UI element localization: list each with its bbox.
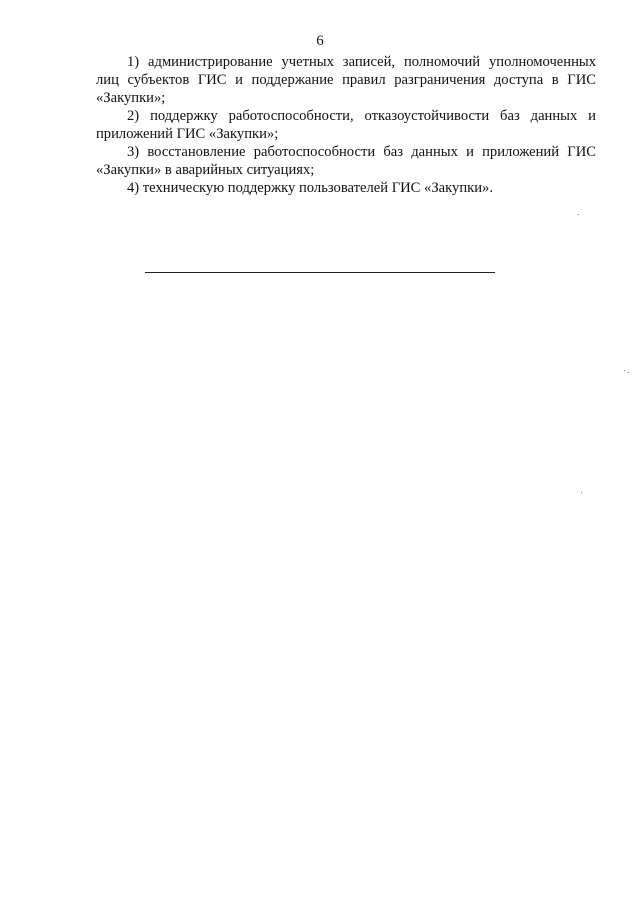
list-item: 1) администрирование учетных записей, полномочий уполномоченных лиц субъектов ГИС и поддержание правил разграничения доступа в ГИС «Закупки»; — [96, 54, 596, 106]
page-number: 6 — [316, 33, 324, 49]
scan-speck — [624, 370, 625, 371]
list-item: 2) поддержку работоспособности, отказоустойчивости баз данных и приложений ГИС «Закупки»; — [96, 108, 596, 142]
scan-speck — [578, 214, 579, 215]
list-item: 3) восстановление работоспособности баз данных и приложений ГИС «Закупки» в аварийных ситуациях; — [96, 144, 596, 178]
list-item: 4) техническую поддержку пользователей ГИС «Закупки». — [127, 180, 493, 196]
scan-speck — [581, 492, 582, 493]
document-body — [96, 53, 596, 197]
end-divider — [145, 272, 495, 273]
scan-speck — [628, 372, 629, 373]
